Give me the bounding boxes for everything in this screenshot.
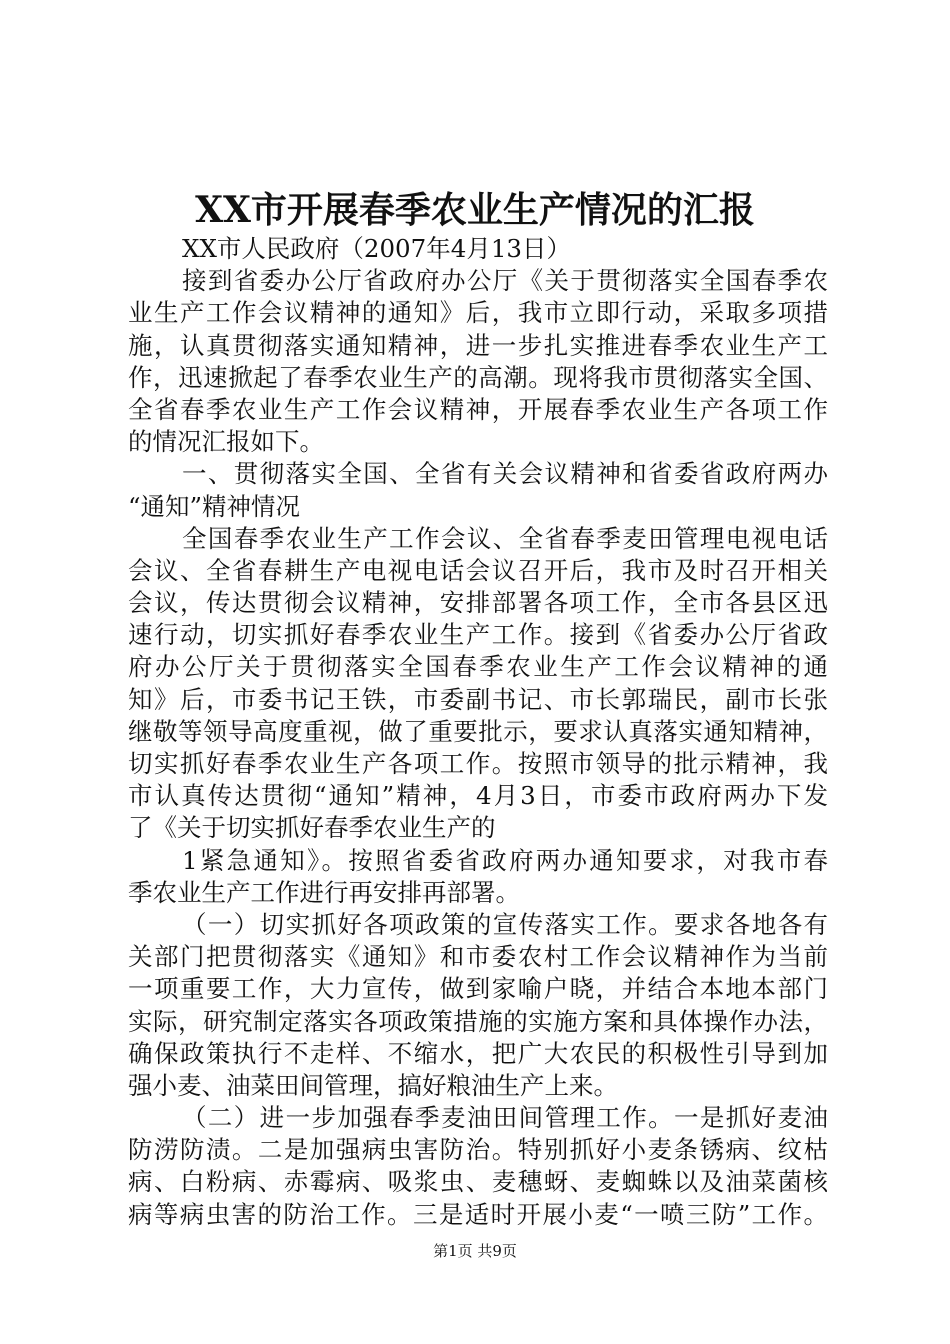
body-line: 一项重要工作，大力宣传，做到家喻户晓，并结合本地本部门 [128,974,828,1004]
body-line: （一）切实抓好各项政策的宣传落实工作。要求各地各有 [182,909,828,939]
section-heading: “通知”精神情况 [128,491,301,521]
body-line: 1紧急通知》。按照省委省政府两办通知要求，对我市春 [182,845,828,875]
page-number: 第1页 共9页 [433,1242,517,1260]
body-line: 施，认真贯彻落实通知精神，进一步扎实推进春季农业生产工 [128,330,828,360]
body-line: 病等病虫害的防治工作。三是适时开展小麦“一喷三防”工作。 [128,1199,828,1229]
body-line: 府办公厅关于贯彻落实全国春季农业生产工作会议精神的通 [128,652,828,682]
body-line: 的情况汇报如下。 [128,427,324,457]
body-line: 防涝防渍。二是加强病虫害防治。特别抓好小麦条锈病、纹枯 [128,1135,828,1165]
document-body [128,233,828,1231]
body-line: 市认真传达贯彻“通知”精神，4月3日，市委市政府两办下发 [128,781,828,811]
body-line: XX市人民政府（2007年4月13日） [182,234,571,263]
body-line: 实际，研究制定落实各项政策措施的实施方案和具体操作办法， [128,1006,828,1036]
body-line: 会议、全省春耕生产电视电话会议召开后，我市及时召开相关 [128,555,828,585]
section-heading: 一、贯彻落实全国、全省有关会议精神和省委省政府两办 [182,459,828,489]
body-line: 会议，传达贯彻会议精神，安排部署各项工作，全市各县区迅 [128,588,828,618]
body-line: 全国春季农业生产工作会议、全省春季麦田管理电视电话 [182,523,828,553]
body-line: 切实抓好春季农业生产各项工作。按照市领导的批示精神，我 [128,749,828,778]
body-line: 病、白粉病、赤霉病、吸浆虫、麦穗蚜、麦蜘蛛以及油菜菌核 [128,1167,828,1197]
body-line: （二）进一步加强春季麦油田间管理工作。一是抓好麦油 [182,1103,828,1133]
body-line: 继敬等领导高度重视，做了重要批示，要求认真落实通知精神， [128,716,828,746]
body-line: 接到省委办公厅省政府办公厅《关于贯彻落实全国春季农 [182,266,828,296]
body-line: 了《关于切实抓好春季农业生产的 [128,813,496,843]
body-line: 作，迅速掀起了春季农业生产的高潮。现将我市贯彻落实全国、 [128,362,828,392]
body-line: 强小麦、油菜田间管理，搞好粮油生产上来。 [128,1070,618,1100]
body-line: 速行动，切实抓好春季农业生产工作。接到《省委办公厅省政 [128,620,828,650]
body-line: 知》后，市委书记王铁，市委副书记、市长郭瑞民，副市长张 [128,684,828,714]
document-title: XX市开展春季农业生产情况的汇报 [195,189,755,231]
body-line: 全省春季农业生产工作会议精神，开展春季农业生产各项工作 [128,394,828,424]
body-line: 季农业生产工作进行再安排再部署。 [128,877,520,907]
body-line: 确保政策执行不走样、不缩水，把广大农民的积极性引导到加 [128,1038,828,1068]
body-line: 关部门把贯彻落实《通知》和市委农村工作会议精神作为当前 [128,942,828,972]
body-line: 业生产工作会议精神的通知》后，我市立即行动，采取多项措 [128,298,828,328]
